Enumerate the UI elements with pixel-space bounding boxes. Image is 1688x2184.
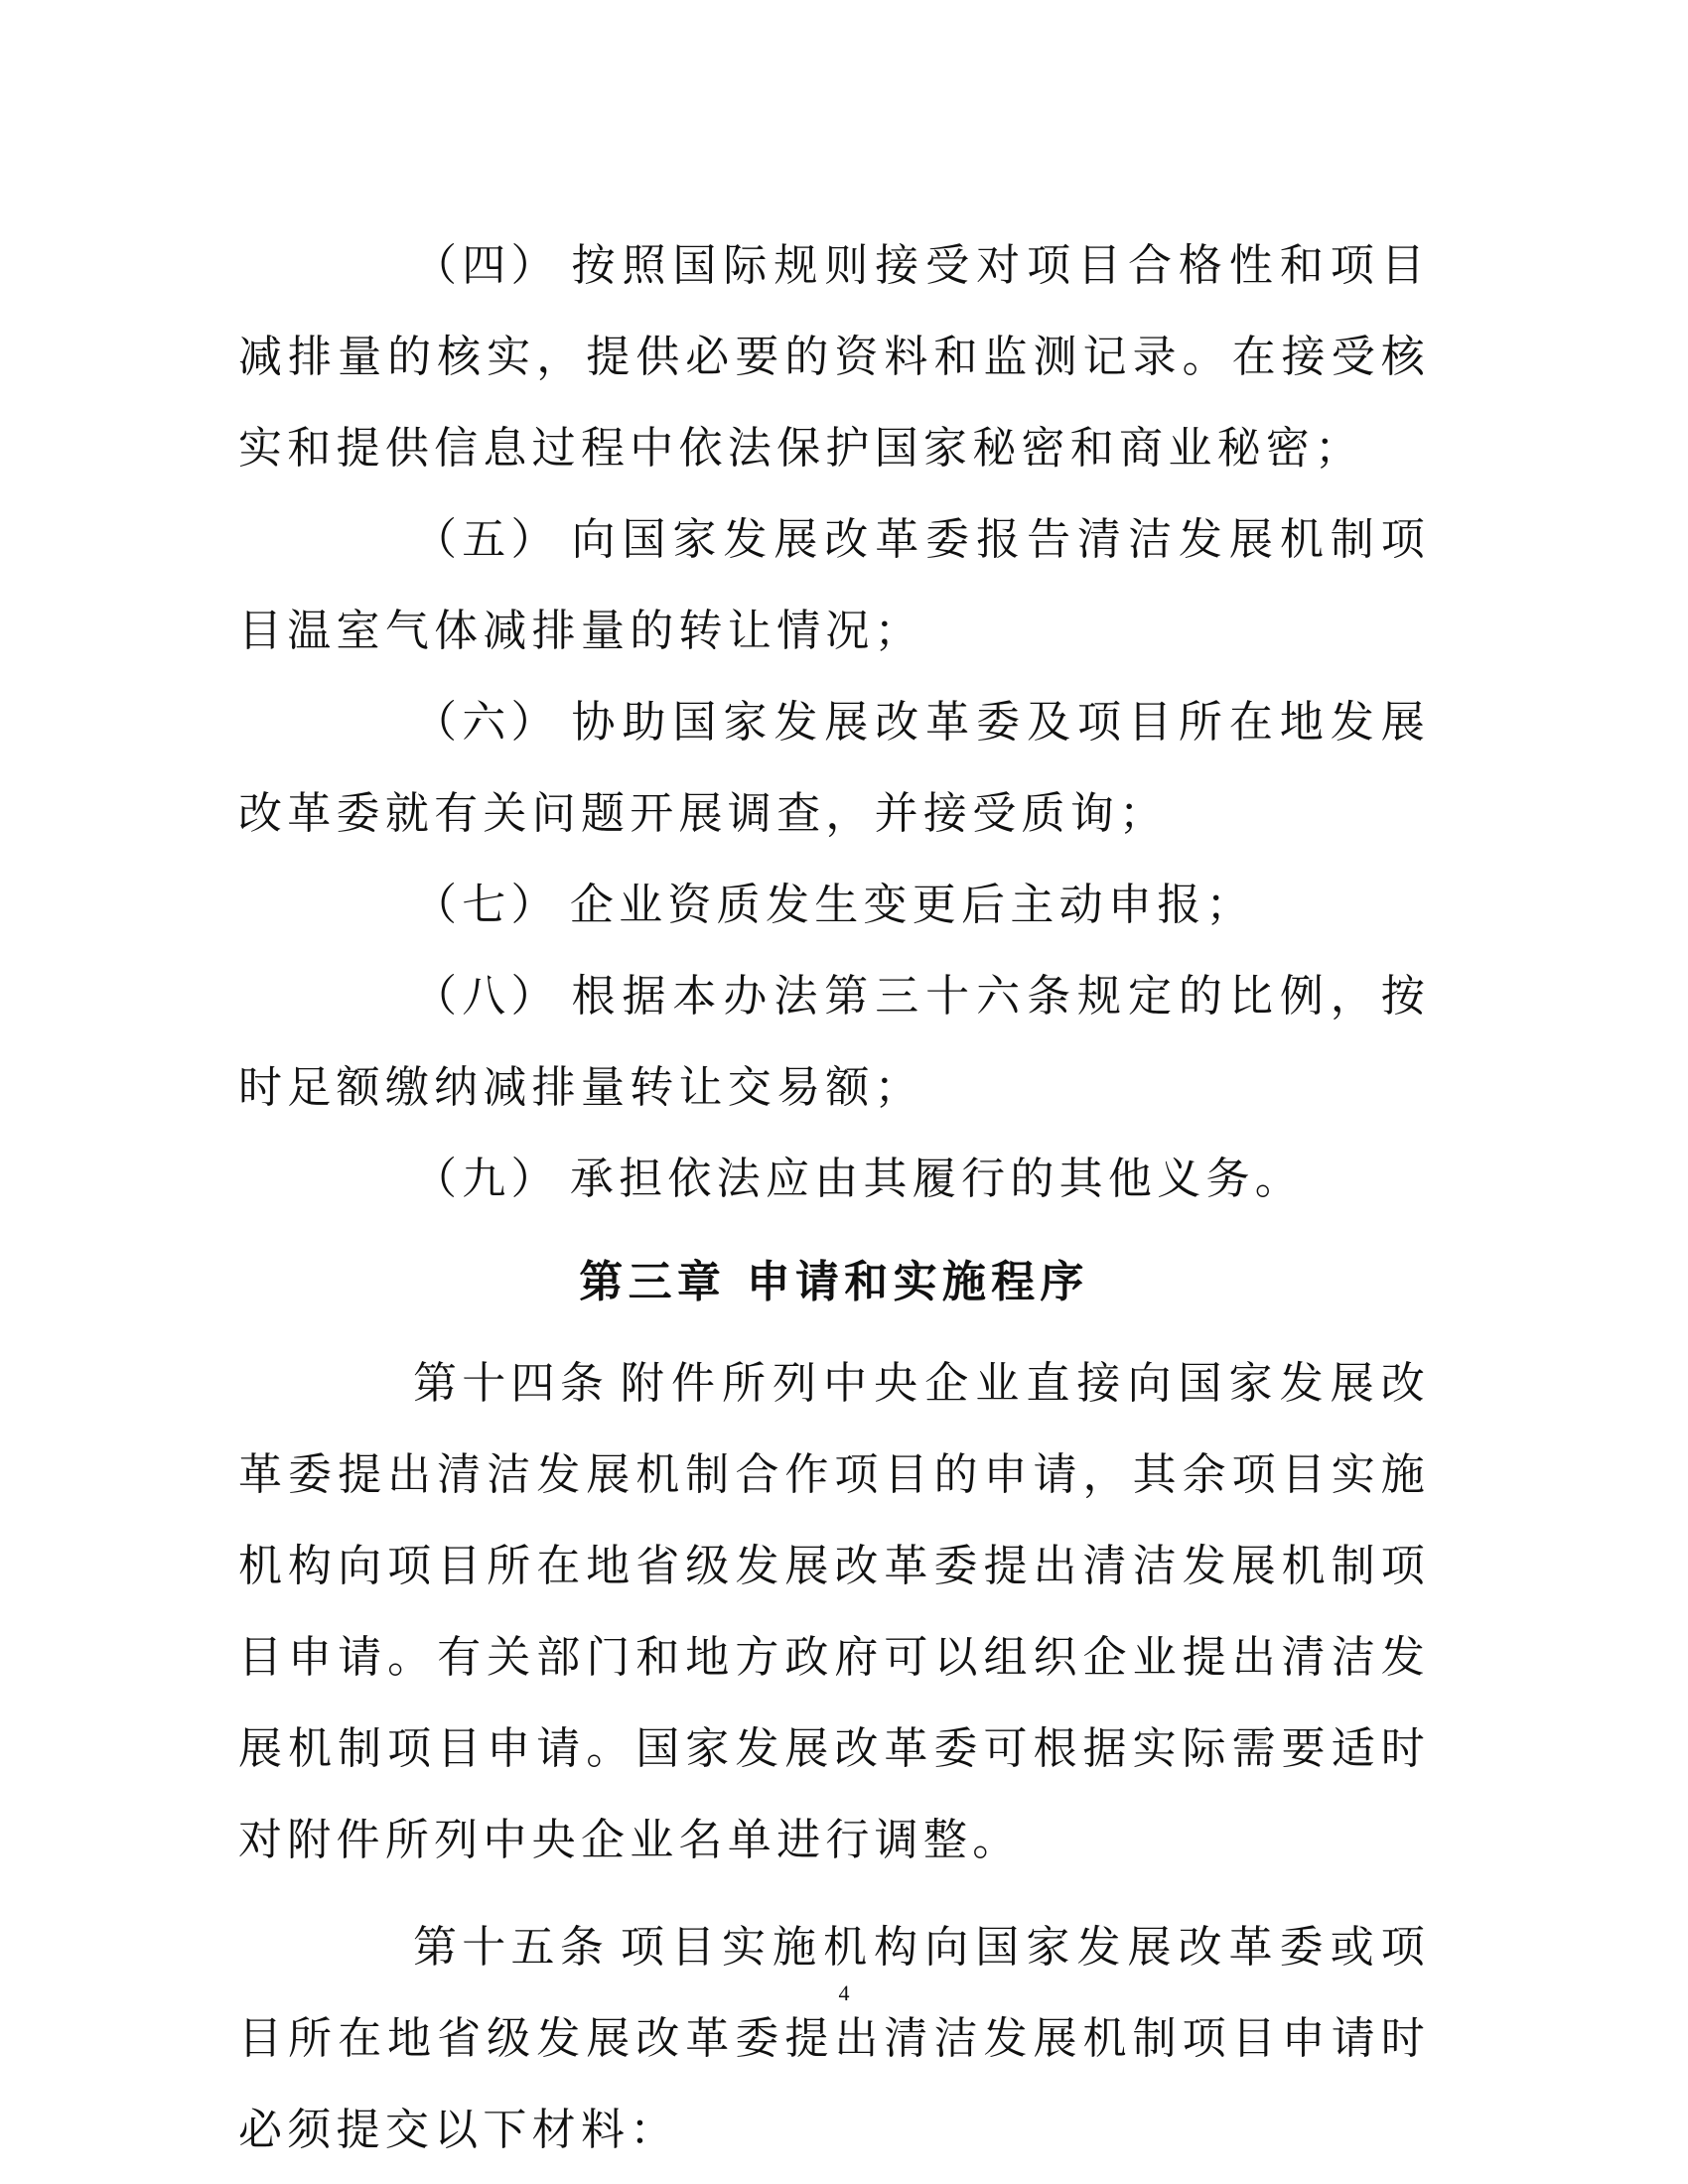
item-number: （七） (413, 880, 560, 930)
item-text: 企业资质发生变更后主动申报； (569, 880, 1255, 930)
item-text: 按照国际规则接受对项目合格性和项目减排量的核实，提供必要的资料和监测记录。在接受核实和提供信息过程中依法保护国家秘密和商业秘密； (238, 240, 1430, 474)
article-14 (238, 1338, 1430, 1886)
list-item-7 (238, 860, 1430, 951)
item-number: （四） (413, 240, 560, 291)
item-text: 协助国家发展改革委及项目所在地发展改革委就有关问题开展调查，并接受质询； (238, 697, 1430, 839)
article-number: 第十四条 (413, 1358, 610, 1409)
item-text: 向国家发展改革委报告清洁发展机制项目温室气体减排量的转让情况； (238, 514, 1430, 656)
item-number: （六） (413, 697, 560, 748)
list-item-8 (238, 951, 1430, 1134)
article-15 (238, 1902, 1430, 2176)
article-text: 项目实施机构向国家发展改革委或项目所在地省级发展改革委提出清洁发展机制项目申请时必须提交以下材料： (238, 1922, 1430, 2155)
item-number: （八） (413, 971, 560, 1022)
page-number: 4 (838, 1980, 850, 2005)
chapter-heading: 第三章 申请和实施程序 (579, 1257, 1089, 1307)
document-body (238, 220, 1430, 2176)
list-item-6 (238, 677, 1430, 860)
article-number: 第十五条 (413, 1922, 610, 1973)
list-item-5 (238, 494, 1430, 677)
list-item-4 (238, 220, 1430, 494)
item-number: （九） (413, 1154, 560, 1204)
item-text: 根据本办法第三十六条规定的比例，按时足额缴纳减排量转让交易额； (238, 971, 1430, 1113)
article-text: 附件所列中央企业直接向国家发展改革委提出清洁发展机制合作项目的申请，其余项目实施机构向项目所在地省级发展改革委提出清洁发展机制项目申请。有关部门和地方政府可以组织企业提出清洁发展机制项目申请。国家发展改革委可根据实际需要适时对附件所列中央企业名单进行调整。 (238, 1358, 1430, 1865)
item-text: 承担依法应由其履行的其他义务。 (569, 1154, 1305, 1204)
list-item-9 (238, 1134, 1430, 1225)
item-number: （五） (413, 514, 560, 565)
